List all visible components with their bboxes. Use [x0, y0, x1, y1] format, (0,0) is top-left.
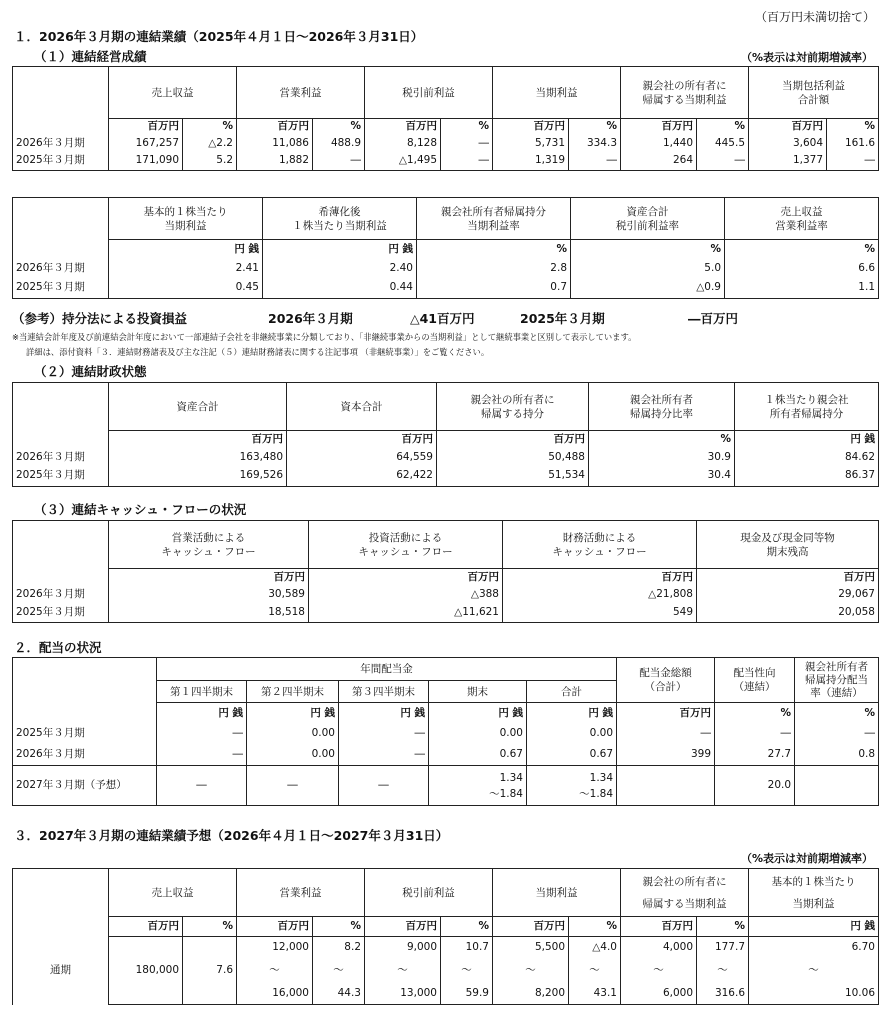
col-header-text: 希薄化後 １株当たり当期利益: [292, 205, 387, 232]
header-blank: [13, 383, 109, 431]
unit-label: 百万円: [617, 703, 715, 724]
col-header-text: 親会社所有者 帰属持分配当 率（連結）: [805, 660, 869, 699]
unit-label: %: [313, 917, 365, 937]
cell: ―: [157, 724, 247, 744]
cell: 5.0: [571, 259, 725, 278]
cell: 10.06: [749, 983, 879, 1005]
table-row: [13, 466, 879, 487]
row-label: 2026年３月期: [13, 259, 109, 278]
section2-title: ２．配当の状況: [14, 640, 102, 655]
col-header-text: 配当性向 （連結）: [733, 667, 776, 693]
cell: 0.00: [247, 744, 339, 766]
unit-label: 百万円: [109, 431, 287, 449]
cell: 30.4: [589, 466, 735, 487]
cell: 29,067: [697, 586, 879, 603]
cell: 64,559: [287, 449, 437, 466]
cell: 30,589: [109, 586, 309, 603]
col-header: [725, 198, 879, 240]
cell: 2.41: [109, 259, 263, 278]
cell: 171,090: [109, 152, 183, 171]
cell: △2.2: [183, 135, 237, 152]
cell: 5.2: [183, 152, 237, 171]
cell: ―: [339, 744, 429, 766]
section1-1-title: （１）連結経営成績: [34, 49, 147, 64]
cell: 0.45: [109, 278, 263, 299]
col-header-text: 配当金総額 （合計）: [639, 667, 692, 693]
col-header-text: 親会社の所有者に 帰属する持分: [470, 393, 555, 420]
cell: △11,621: [309, 603, 503, 623]
unit-label: 円 銭: [109, 240, 263, 259]
unit-label: %: [313, 119, 365, 135]
unit-label: %: [697, 119, 749, 135]
table-row: [13, 135, 879, 152]
col-header: 第３四半期末: [339, 681, 429, 703]
row-label: 2025年３月期: [13, 152, 109, 171]
cell: [429, 766, 527, 806]
financial-position-table: [12, 382, 879, 487]
col-header-text: 現金及び現金同等物 期末残高: [740, 531, 835, 558]
cell: ―: [157, 766, 247, 806]
cell: 86.37: [735, 466, 879, 487]
row-label: 2025年３月期: [13, 466, 109, 487]
reference-value-2: ―百万円: [688, 311, 739, 326]
unit-label: 円 銭: [247, 703, 339, 724]
cell: △388: [309, 586, 503, 603]
col-header: 税引前利益: [365, 67, 493, 119]
unit-label: 円 銭: [429, 703, 527, 724]
col-header: 営業利益: [237, 67, 365, 119]
range-low: 1.34: [499, 771, 523, 784]
cell: 30.9: [589, 449, 735, 466]
col-header: [621, 67, 749, 119]
col-header-text: 売上収益 営業利益率: [775, 205, 828, 232]
cell: 2.8: [417, 259, 571, 278]
cell: 1,882: [237, 152, 313, 171]
col-header: [309, 521, 503, 569]
unit-label: 円 銭: [735, 431, 879, 449]
cell: 10.7: [441, 937, 493, 959]
cell: 9,000: [365, 937, 441, 959]
col-header: 売上収益: [109, 869, 237, 917]
header-blank: [13, 521, 109, 569]
header-blank: [13, 198, 109, 240]
tilde-cell: ～: [237, 959, 313, 983]
cell: 163,480: [109, 449, 287, 466]
row-label: 2025年３月期: [13, 603, 109, 623]
col-header: [697, 521, 879, 569]
col-header: [503, 521, 697, 569]
col-header: 税引前利益: [365, 869, 493, 917]
cell: △4.0: [569, 937, 621, 959]
cell: 0.00: [429, 724, 527, 744]
section1-1-note: （%表示は対前期増減率）: [740, 51, 873, 64]
cell: 8,128: [365, 135, 441, 152]
footnote-1: ※当連結会計年度及び前連結会計年度において一部連結子会社を非継続事業に分類しており、「非継続事業からの当期利益」として継続事業と区別して表示しています。: [12, 332, 637, 342]
cell: 488.9: [313, 135, 365, 152]
tilde-cell: ～: [441, 959, 493, 983]
unit-label: %: [715, 703, 795, 724]
range-low: 1.34: [589, 771, 614, 784]
cell: 4,000: [621, 937, 697, 959]
cell: 0.7: [417, 278, 571, 299]
table-row: [13, 259, 879, 278]
col-header: 第２四半期末: [247, 681, 339, 703]
cell: ―: [247, 766, 339, 806]
cell: ―: [827, 152, 879, 171]
operating-results-table: [12, 66, 879, 171]
col-header-text: 親会社の所有者に 帰属する当期利益: [642, 79, 727, 106]
reference-value-1: △41百万円: [410, 311, 475, 326]
table-row: [13, 724, 879, 744]
cell: 169,526: [109, 466, 287, 487]
cell: 84.62: [735, 449, 879, 466]
row-label: 2026年３月期: [13, 449, 109, 466]
cell: △21,808: [503, 586, 697, 603]
cell: 445.5: [697, 135, 749, 152]
per-share-table: [12, 197, 879, 299]
cell: ―: [441, 135, 493, 152]
cell: [617, 766, 715, 806]
unit-label: %: [571, 240, 725, 259]
cell: ―: [441, 152, 493, 171]
col-header: [437, 383, 589, 431]
cell: 12,000: [237, 937, 313, 959]
cell: 180,000: [109, 937, 183, 1005]
col-header-text: 親会社の所有者に 帰属する当期利益: [642, 875, 727, 910]
unit-label-blank: [13, 917, 109, 937]
unit-label: 百万円: [109, 917, 183, 937]
unit-label: %: [441, 917, 493, 937]
cell: 51,534: [437, 466, 589, 487]
unit-label: 百万円: [493, 917, 569, 937]
unit-label-blank: [13, 569, 109, 586]
col-header: [589, 383, 735, 431]
unit-note: （百万円未満切捨て）: [754, 10, 875, 24]
cell: ―: [339, 724, 429, 744]
unit-label-blank: [13, 119, 109, 135]
cell: 16,000: [237, 983, 313, 1005]
unit-label: 円 銭: [157, 703, 247, 724]
col-header: [795, 658, 879, 703]
cell: [795, 766, 879, 806]
cell: ―: [795, 724, 879, 744]
cell: 62,422: [287, 466, 437, 487]
cell: 3,604: [749, 135, 827, 152]
col-header: 当期利益: [493, 869, 621, 917]
unit-label: 百万円: [749, 119, 827, 135]
col-header: [571, 198, 725, 240]
cell: 43.1: [569, 983, 621, 1005]
cell: 59.9: [441, 983, 493, 1005]
tilde-cell: ～: [313, 959, 365, 983]
group-header: 年間配当金: [157, 658, 617, 681]
col-header-text: 親会社所有者帰属持分 当期利益率: [441, 205, 546, 232]
unit-label: 百万円: [109, 569, 309, 586]
col-header: 営業利益: [237, 869, 365, 917]
cell: 6.70: [749, 937, 879, 959]
section3-title: ３．2027年３月期の連結業績予想（2026年４月１日～2027年３月31日）: [14, 828, 449, 843]
row-label: 2025年３月期: [13, 724, 157, 744]
unit-label: %: [569, 119, 621, 135]
col-header-text: 営業活動による キャッシュ・フロー: [161, 531, 256, 558]
unit-label: %: [697, 917, 749, 937]
cell: 0.44: [263, 278, 417, 299]
cell: 8.2: [313, 937, 365, 959]
header-blank: [13, 681, 157, 703]
unit-label: 百万円: [621, 917, 697, 937]
table-row: [13, 278, 879, 299]
cell: 549: [503, 603, 697, 623]
col-header-text: 資産合計 税引前利益率: [616, 205, 679, 232]
cell: 334.3: [569, 135, 621, 152]
unit-label: %: [725, 240, 879, 259]
dividend-table: [12, 657, 879, 806]
tilde-cell: ～: [365, 959, 441, 983]
cell: 27.7: [715, 744, 795, 766]
unit-label-blank: [13, 431, 109, 449]
section1-title: １．2026年３月期の連結業績（2025年４月１日～2026年３月31日）: [14, 29, 424, 44]
table-row: [13, 586, 879, 603]
table-row: [13, 603, 879, 623]
col-header: [715, 658, 795, 703]
unit-label-blank: [13, 240, 109, 259]
cell: 316.6: [697, 983, 749, 1005]
section1-3-title: （３）連結キャッシュ・フローの状況: [34, 502, 247, 517]
range-high: ～1.84: [489, 787, 523, 800]
row-label: 2026年３月期: [13, 586, 109, 603]
cell: 1,319: [493, 152, 569, 171]
forecast-row: [13, 766, 879, 806]
cell: 5,731: [493, 135, 569, 152]
col-header: 合計: [527, 681, 617, 703]
unit-label: 百万円: [437, 431, 589, 449]
col-header-text: 親会社所有者 帰属持分比率: [630, 393, 693, 420]
row-label: 2026年３月期: [13, 744, 157, 766]
cell: 0.00: [247, 724, 339, 744]
unit-label-blank: [13, 703, 157, 724]
cell: 6.6: [725, 259, 879, 278]
cell: ―: [617, 724, 715, 744]
cell: 18,518: [109, 603, 309, 623]
cell: 5,500: [493, 937, 569, 959]
row-label: 通期: [13, 937, 109, 1005]
cell: ―: [313, 152, 365, 171]
cell: ―: [697, 152, 749, 171]
unit-label: 円 銭: [339, 703, 429, 724]
col-header: 当期利益: [493, 67, 621, 119]
unit-label: 百万円: [365, 119, 441, 135]
cell: 0.00: [527, 724, 617, 744]
col-header: 第１四半期末: [157, 681, 247, 703]
cell: 1.1: [725, 278, 879, 299]
cell: 6,000: [621, 983, 697, 1005]
col-header: 資産合計: [109, 383, 287, 431]
col-header: [749, 67, 879, 119]
unit-label: 百万円: [503, 569, 697, 586]
col-header: [621, 869, 749, 917]
reference-period-1: 2026年３月期: [268, 311, 353, 326]
col-header: [749, 869, 879, 917]
table-row: [13, 937, 879, 959]
row-label: 2026年３月期: [13, 135, 109, 152]
header-blank: [13, 869, 109, 917]
cell: 44.3: [313, 983, 365, 1005]
col-header: 売上収益: [109, 67, 237, 119]
table-row: [13, 449, 879, 466]
col-header-text: 当期包括利益 合計額: [782, 79, 845, 106]
cell: 20,058: [697, 603, 879, 623]
cell: 177.7: [697, 937, 749, 959]
unit-label: 百万円: [309, 569, 503, 586]
cell: ―: [569, 152, 621, 171]
cell: [527, 766, 617, 806]
cell: 161.6: [827, 135, 879, 152]
col-header: [417, 198, 571, 240]
cell: 0.8: [795, 744, 879, 766]
cell: 0.67: [527, 744, 617, 766]
cash-flow-table: [12, 520, 879, 623]
row-label: 2027年３月期（予想）: [13, 766, 157, 806]
cell: 8,200: [493, 983, 569, 1005]
header-blank: [13, 67, 109, 119]
table-row: [13, 744, 879, 766]
cell: 1,377: [749, 152, 827, 171]
unit-label: 百万円: [697, 569, 879, 586]
unit-label: %: [795, 703, 879, 724]
unit-label: 百万円: [237, 119, 313, 135]
section1-2-title: （２）連結財政状態: [34, 364, 147, 379]
col-header: [109, 198, 263, 240]
cell: 2.40: [263, 259, 417, 278]
section3-note: （%表示は対前期増減率）: [740, 852, 873, 865]
cell: 1,440: [621, 135, 697, 152]
cell: 264: [621, 152, 697, 171]
cell: 11,086: [237, 135, 313, 152]
cell: 0.67: [429, 744, 527, 766]
cell: △0.9: [571, 278, 725, 299]
unit-label: %: [569, 917, 621, 937]
cell: ―: [339, 766, 429, 806]
col-header-text: 基本的１株当たり 当期利益: [143, 205, 228, 232]
tilde-cell: ～: [621, 959, 697, 983]
unit-label: %: [589, 431, 735, 449]
forecast-table: [12, 868, 879, 1005]
cell: 50,488: [437, 449, 589, 466]
unit-label: 百万円: [365, 917, 441, 937]
unit-label: 円 銭: [527, 703, 617, 724]
unit-label: 百万円: [109, 119, 183, 135]
col-header: [735, 383, 879, 431]
reference-label: （参考）持分法による投資損益: [12, 311, 188, 326]
tilde-cell: ～: [569, 959, 621, 983]
unit-label: %: [183, 917, 237, 937]
cell: 7.6: [183, 937, 237, 1005]
unit-label: 百万円: [287, 431, 437, 449]
cell: 13,000: [365, 983, 441, 1005]
unit-label: %: [441, 119, 493, 135]
unit-label: %: [183, 119, 237, 135]
tilde-cell: ～: [749, 959, 879, 983]
col-header: [617, 658, 715, 703]
tilde-cell: ～: [493, 959, 569, 983]
col-header-text: 基本的１株当たり 当期利益: [771, 875, 856, 910]
footnote-2: 詳細は、添付資料「３．連結財務諸表及び主な注記（５）連結財務諸表に関する注記事項 （非継続事業）」をご覧ください。: [26, 347, 490, 357]
reference-period-2: 2025年３月期: [520, 311, 605, 326]
cell: △1,495: [365, 152, 441, 171]
col-header: [263, 198, 417, 240]
tilde-cell: ～: [697, 959, 749, 983]
cell: 20.0: [715, 766, 795, 806]
cell: 167,257: [109, 135, 183, 152]
row-label: 2025年３月期: [13, 278, 109, 299]
col-header: 期末: [429, 681, 527, 703]
col-header-text: 財務活動による キャッシュ・フロー: [552, 531, 647, 558]
unit-label: %: [827, 119, 879, 135]
unit-label: 円 銭: [749, 917, 879, 937]
cell: ―: [157, 744, 247, 766]
range-high: ～1.84: [579, 787, 614, 800]
col-header: [109, 521, 309, 569]
unit-label: %: [417, 240, 571, 259]
cell: 399: [617, 744, 715, 766]
unit-label: 百万円: [237, 917, 313, 937]
col-header: 資本合計: [287, 383, 437, 431]
unit-label: 円 銭: [263, 240, 417, 259]
unit-label: 百万円: [621, 119, 697, 135]
col-header-text: 投資活動による キャッシュ・フロー: [358, 531, 453, 558]
cell: ―: [715, 724, 795, 744]
table-row: [13, 152, 879, 171]
unit-label: 百万円: [493, 119, 569, 135]
header-blank: [13, 658, 157, 681]
col-header-text: １株当たり親会社 所有者帰属持分: [764, 393, 849, 420]
